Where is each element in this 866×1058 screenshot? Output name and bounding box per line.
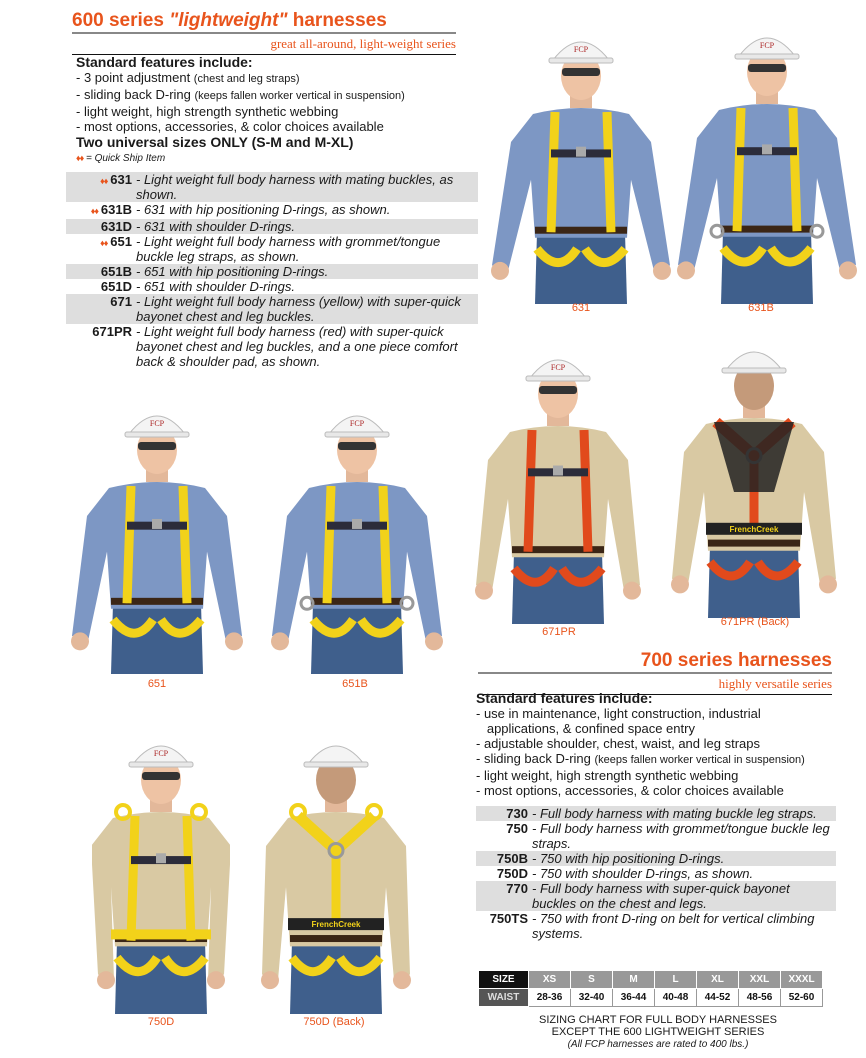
jeans-shape: [512, 552, 604, 624]
size-cell: XXL: [739, 971, 781, 989]
series-700-products: [476, 806, 836, 941]
waist-cell: 36-44: [613, 989, 655, 1007]
hard-hat-brim: [125, 432, 189, 437]
sizes-note: Two universal sizes ONLY (S-M and M-XL): [76, 134, 354, 150]
waist-cell: 52-60: [781, 989, 823, 1007]
belt-brand-text: FrenchCreek: [311, 920, 361, 930]
product-description: - Full body harness with grommet/tongue buckle leg straps.: [532, 821, 830, 851]
header-rule: [478, 672, 832, 674]
size-note-line: (All FCP harnesses are rated to 400 lbs.): [567, 1039, 749, 1050]
product-description: - 750 with shoulder D-rings, as shown.: [532, 866, 754, 881]
waist-cell: 28-36: [529, 989, 571, 1007]
harness-671pr-photo: [470, 346, 646, 624]
product-row: [476, 881, 836, 911]
series-600-title: 600 series "lightweight" harnesses: [72, 10, 387, 31]
quickship-diamond-icon: ♦♦: [100, 176, 108, 186]
hand-shape: [71, 632, 89, 650]
harness-strap-shape: [131, 816, 135, 941]
harness-strap-shape: [793, 108, 797, 231]
hard-hat-brim: [325, 432, 389, 437]
product-code: 631D: [100, 219, 132, 234]
series-600-features: [76, 54, 476, 164]
buckle-icon: [762, 144, 772, 154]
helmet-logo-text: FCP: [550, 363, 566, 372]
hand-shape: [653, 262, 671, 280]
hard-hat-brim: [722, 368, 786, 373]
hand-shape: [207, 971, 225, 989]
belt-shape: [290, 935, 382, 942]
helmet-logo-text: FCP: [153, 749, 169, 758]
hand-shape: [623, 582, 641, 600]
caption-631b: 631B: [748, 302, 774, 314]
size-row: [479, 971, 823, 989]
size-cell: S: [571, 971, 613, 989]
buckle-icon: [156, 853, 166, 863]
product-description: - Light weight full body harness with grommet/tongue buckle leg straps, as shown.: [136, 234, 441, 264]
caption-671pr-back: 671PR (Back): [720, 616, 790, 628]
caption-631: 631: [571, 302, 591, 314]
hand-shape: [425, 632, 443, 650]
feature-item: applications, & confined space entry: [476, 721, 695, 736]
jeans-shape: [708, 545, 800, 618]
waist-label: WAIST: [479, 989, 529, 1007]
product-row: [66, 202, 478, 219]
feature-item: - light weight, high strength synthetic webbing: [76, 104, 339, 119]
harness-strap-shape: [383, 486, 387, 603]
product-description: - Light weight full body harness with mating buckles, as shown.: [136, 172, 454, 202]
product-code: 671PR: [92, 324, 132, 339]
helmet-logo-text: FCP: [149, 419, 165, 428]
quickship-diamond-icon: ♦♦: [76, 153, 84, 163]
quickship-diamond-icon: ♦♦: [90, 206, 98, 216]
product-code: ♦♦ 631: [100, 172, 132, 187]
jeans-shape: [721, 231, 813, 304]
harness-631b-photo: [672, 24, 862, 304]
hard-hat-brim: [735, 54, 799, 59]
hand-shape: [261, 971, 279, 989]
jeans-shape: [311, 603, 403, 674]
product-description: - 631 with shoulder D-rings.: [136, 219, 295, 234]
glasses-shape: [338, 442, 376, 450]
product-row: [476, 866, 836, 881]
caption-651: 651: [147, 678, 167, 690]
product-row: [66, 264, 478, 279]
harness-651b-photo: [266, 402, 448, 674]
series-600-products: [66, 172, 478, 369]
helmet-logo-text: FCP: [573, 45, 589, 54]
product-code: ♦♦ 651: [100, 234, 132, 249]
product-description: - Full body harness with super-quick bayonet buckles on the chest and legs.: [532, 881, 790, 911]
jeans-shape: [290, 941, 382, 1014]
hard-hat-brim: [549, 58, 613, 63]
features-list: [76, 70, 476, 134]
product-row: [66, 324, 478, 369]
size-cell: XS: [529, 971, 571, 989]
product-row: [66, 219, 478, 234]
glasses-shape: [138, 442, 176, 450]
caption-750d-back: 750D (Back): [303, 1016, 365, 1028]
hand-shape: [819, 575, 837, 593]
waist-belt-shape: [111, 929, 211, 939]
helmet-logo-text: FCP: [759, 41, 775, 50]
waist-cell: 48-56: [739, 989, 781, 1007]
product-description: - 631 with hip positioning D-rings, as shown.: [136, 202, 391, 217]
hand-shape: [393, 971, 411, 989]
buckle-icon: [352, 519, 362, 529]
features-title: Standard features include:: [476, 690, 653, 706]
feature-item: - adjustable shoulder, chest, waist, and leg straps: [476, 736, 760, 751]
glasses-shape: [562, 68, 600, 76]
hand-shape: [491, 262, 509, 280]
product-row: [476, 821, 836, 851]
jeans-shape: [535, 232, 627, 304]
product-description: - Light weight full body harness (red) with super-quick bayonet chest and leg buckles, and a one piece comfort back & shoulder pad, as shown.: [136, 324, 458, 369]
buckle-icon: [576, 147, 586, 157]
series-700-subtitle: highly versatile series: [718, 676, 832, 691]
size-chart-note: [478, 1014, 838, 1051]
hand-shape: [97, 971, 115, 989]
product-code: 651B: [100, 264, 132, 279]
harness-strap-shape: [183, 486, 187, 603]
product-row: [476, 911, 836, 941]
waist-cell: 40-48: [655, 989, 697, 1007]
size-note-line: EXCEPT THE 600 LIGHTWEIGHT SERIES: [551, 1026, 765, 1038]
series-700-header: [478, 650, 832, 695]
hand-shape: [271, 632, 289, 650]
size-cell: L: [655, 971, 697, 989]
feature-item: - 3 point adjustment (chest and leg straps): [76, 70, 300, 85]
product-description: - 750 with front D-ring on belt for vertical climbing systems.: [532, 911, 815, 941]
product-description: - Full body harness with mating buckle leg straps.: [532, 806, 817, 821]
harness-671pr-back-photo: [666, 338, 842, 618]
harness-strap-shape: [528, 430, 532, 552]
product-description: - Light weight full body harness (yellow) with super-quick bayonet chest and leg buckles.: [136, 294, 461, 324]
harness-strap-shape: [127, 486, 131, 603]
buckle-icon: [152, 519, 162, 529]
features-title: Standard features include:: [76, 54, 253, 70]
hand-shape: [839, 261, 857, 279]
harness-strap-shape: [737, 108, 741, 231]
belt-shape: [708, 540, 800, 547]
harness-631-photo: [486, 28, 676, 304]
series-600-header: [72, 10, 456, 55]
harness-750d-photo: [92, 732, 230, 1014]
waist-cell: 44-52: [697, 989, 739, 1007]
feature-item: - sliding back D-ring (keeps fallen worker vertical in suspension): [476, 751, 805, 766]
product-description: - 750 with hip positioning D-rings.: [532, 851, 725, 866]
glasses-shape: [748, 64, 786, 72]
hard-hat-icon: [308, 746, 364, 764]
series-700-title: 700 series harnesses: [640, 650, 832, 671]
size-cell: M: [613, 971, 655, 989]
feature-item: - sliding back D-ring (keeps fallen worker vertical in suspension): [76, 87, 405, 102]
hand-shape: [225, 632, 243, 650]
feature-item: - most options, accessories, & color choices available: [76, 119, 384, 134]
feature-item: - most options, accessories, & color choices available: [476, 783, 784, 798]
harness-750d-back-photo: [256, 732, 416, 1014]
feature-item: - light weight, high strength synthetic webbing: [476, 768, 739, 783]
quickship-diamond-icon: ♦♦: [100, 238, 108, 248]
waist-cell: 32-40: [571, 989, 613, 1007]
series-600-subtitle: great all-around, light-weight series: [270, 36, 456, 51]
quickship-legend: ♦♦ = Quick Ship Item: [76, 153, 166, 164]
product-code: 750D: [496, 866, 528, 881]
jeans-shape: [111, 603, 203, 674]
harness-strap-shape: [551, 112, 555, 232]
product-row: [66, 294, 478, 324]
hard-hat-brim: [526, 376, 590, 381]
hard-hat-icon: [726, 352, 782, 370]
hand-shape: [671, 575, 689, 593]
header-rule: [72, 32, 456, 34]
product-row: [66, 279, 478, 294]
product-code: 730: [506, 806, 528, 821]
feature-item: - use in maintenance, light construction, industrial: [476, 706, 761, 721]
caption-750d: 750D: [147, 1016, 175, 1028]
glasses-shape: [539, 386, 577, 394]
product-row: [66, 234, 478, 264]
harness-strap-shape: [607, 112, 611, 232]
glasses-shape: [142, 772, 180, 780]
size-cell: XXXL: [781, 971, 823, 989]
size-label: SIZE: [479, 971, 529, 989]
product-code: 651D: [100, 279, 132, 294]
harness-strap-shape: [187, 816, 191, 941]
hand-shape: [677, 261, 695, 279]
product-row: [476, 806, 836, 821]
product-code: 671: [110, 294, 132, 309]
hard-hat-brim: [304, 762, 368, 767]
size-chart: [478, 970, 823, 1007]
belt-brand-text: FrenchCreek: [729, 524, 779, 534]
buckle-icon: [553, 466, 563, 476]
harness-651-photo: [66, 402, 248, 674]
product-row: [476, 851, 836, 866]
series-700-features: [476, 690, 846, 798]
product-code: 750: [506, 821, 528, 836]
product-code: 750B: [496, 851, 528, 866]
helmet-logo-text: FCP: [349, 419, 365, 428]
hard-hat-brim: [129, 762, 193, 767]
product-description: - 651 with shoulder D-rings.: [136, 279, 295, 294]
product-row: [66, 172, 478, 202]
hand-shape: [475, 582, 493, 600]
size-cell: XL: [697, 971, 739, 989]
caption-671pr: 671PR: [542, 626, 576, 638]
size-note-line: SIZING CHART FOR FULL BODY HARNESSES: [539, 1014, 777, 1026]
caption-651b: 651B: [342, 678, 368, 690]
harness-strap-shape: [327, 486, 331, 603]
features-list: [476, 706, 846, 798]
product-code: 750TS: [489, 911, 528, 926]
harness-strap-shape: [584, 430, 588, 552]
jeans-shape: [115, 941, 207, 1014]
product-code: 770: [506, 881, 528, 896]
product-code: ♦♦ 631B: [90, 202, 132, 217]
waist-row: [479, 989, 823, 1007]
product-description: - 651 with hip positioning D-rings.: [136, 264, 329, 279]
